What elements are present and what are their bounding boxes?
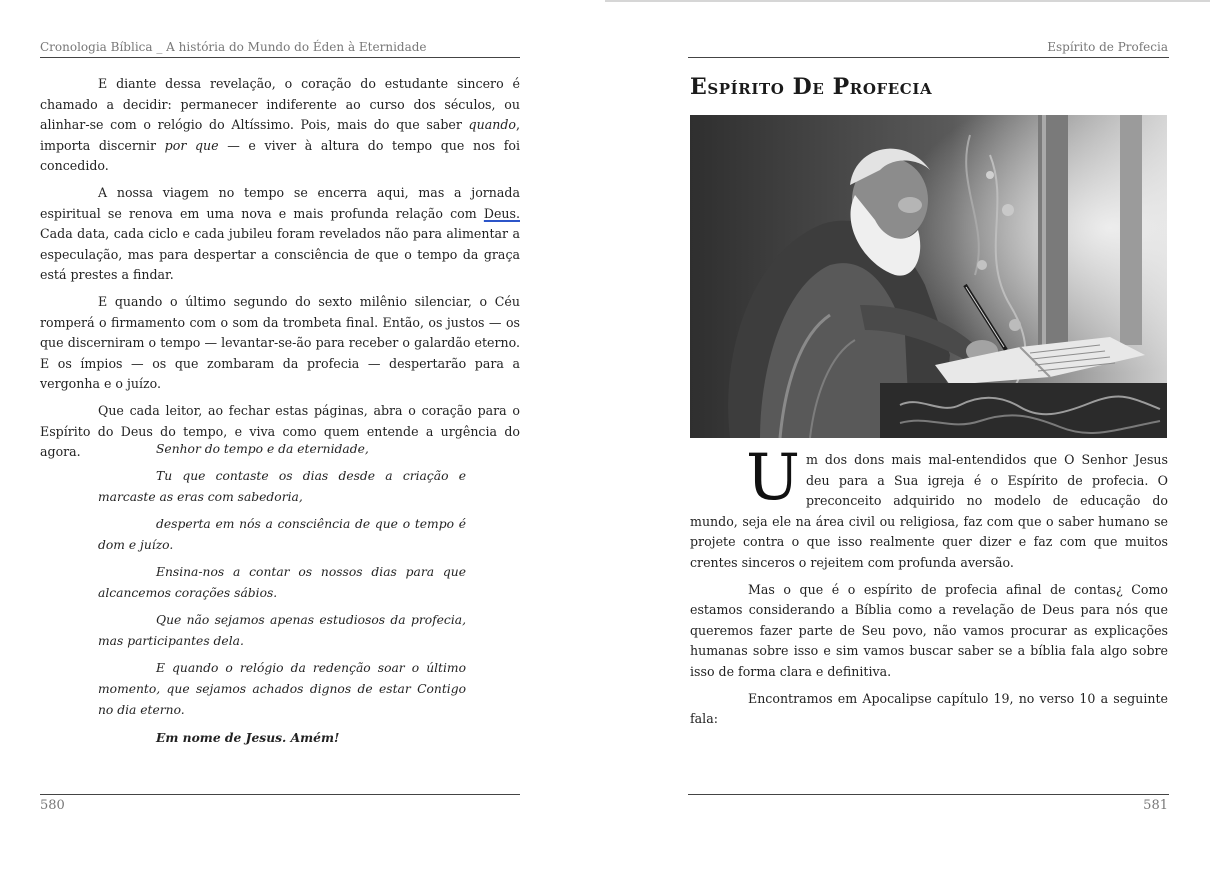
prayer-block xyxy=(98,439,466,754)
drop-cap: U xyxy=(746,441,800,515)
prayer-line: Ensina-nos a contar os nossos dias para que alcancemos corações sábios. xyxy=(98,565,466,600)
right-body xyxy=(690,441,1168,736)
chapter-illustration xyxy=(690,115,1167,438)
prayer-close: Em nome de Jesus. Amém! xyxy=(156,730,340,745)
running-head-right: Espírito de Profecia xyxy=(1047,40,1168,54)
header-rule-left xyxy=(40,57,520,58)
paragraph-2: A nossa viagem no tempo se encerra aqui, mas a jornada espiritual se renova em uma nova e mais profunda relação com Deus. Cada data, cada ciclo e cada jubileu foram revelados não para alimentar a especulação, mas para despertar a consciência de que o tempo da graça está prestes a findar. xyxy=(40,184,520,283)
paragraph-dropcap: Um dos dons mais mal-entendidos que O Senhor Jesus deu para a Sua igreja é o Espírito de profecia. O preconceito adquirido no modelo de educação do mundo, seja ele na área civil ou religiosa, faz com que o saber humano se projete contra o que isso realmente quer dizer e faz com que muitos crentes sinceros o rejeitem com profunda aversão. xyxy=(690,441,1168,570)
page-number-right: 581 xyxy=(1143,798,1168,813)
left-body xyxy=(40,74,520,469)
prayer-line: Que não sejamos apenas estudiosos da profecia, mas participantes dela. xyxy=(98,613,466,648)
prayer-line: Tu que contaste os dias desde a criação e marcaste as eras com sabedoria, xyxy=(98,469,466,504)
deus-link[interactable]: Deus. xyxy=(483,205,520,221)
elder-writing-illustration xyxy=(690,115,1167,438)
paragraph-3: E quando o último segundo do sexto milênio silenciar, o Céu romperá o firmamento com o som da trombeta final. Então, os justos — os que discerniram o tempo — levantar-se-ão para receber o galardão eterno. E os ímpios — os que zombaram da profecia — despertarão para a vergonha e o juízo. xyxy=(40,293,520,392)
paragraph-4: Que cada leitor, ao fechar estas páginas, abra o coração para o Espírito do Deus do tempo, e viva como quem entende a urgência do agora. xyxy=(40,402,520,460)
footer-rule-left xyxy=(40,794,520,795)
paragraph-3: Encontramos em Apocalipse capítulo 19, no verso 10 a seguinte fala: xyxy=(690,690,1168,727)
paragraph-2: Mas o que é o espírito de profecia afinal de contas¿ Como estamos considerando a Bíblia como a revelação de Deus para nós que queremos fazer parte de Seu povo, não vamos procurar as explicações humanas sobre isso e sim vamos buscar saber se a bíblia fala algo sobre isso de forma clara e definitiva. xyxy=(690,581,1168,679)
header-rule-right xyxy=(688,57,1169,58)
chapter-title: Espírito De Profecia xyxy=(690,74,933,100)
prayer-line: E quando o relógio da redenção soar o último momento, que sejamos achados dignos de estar Contigo no dia eterno. xyxy=(98,661,466,717)
prayer-line: Senhor do tempo e da eternidade, xyxy=(156,442,369,456)
page-number-left: 580 xyxy=(40,798,65,813)
right-page xyxy=(605,0,1210,869)
running-head-left: Cronologia Bíblica _ A história do Mundo do Éden à Eternidade xyxy=(40,40,427,54)
prayer-line: desperta em nós a consciência de que o tempo é dom e juízo. xyxy=(98,517,466,552)
footer-rule-right xyxy=(688,794,1169,795)
paragraph-1: E diante dessa revelação, o coração do estudante sincero é chamado a decidir: permanecer indiferente ao curso dos séculos, ou alinhar-se com o relógio do Altíssimo. Pois, mais do que saber quando, importa discernir por que — e viver à altura do tempo que nos foi concedido. xyxy=(40,76,520,174)
